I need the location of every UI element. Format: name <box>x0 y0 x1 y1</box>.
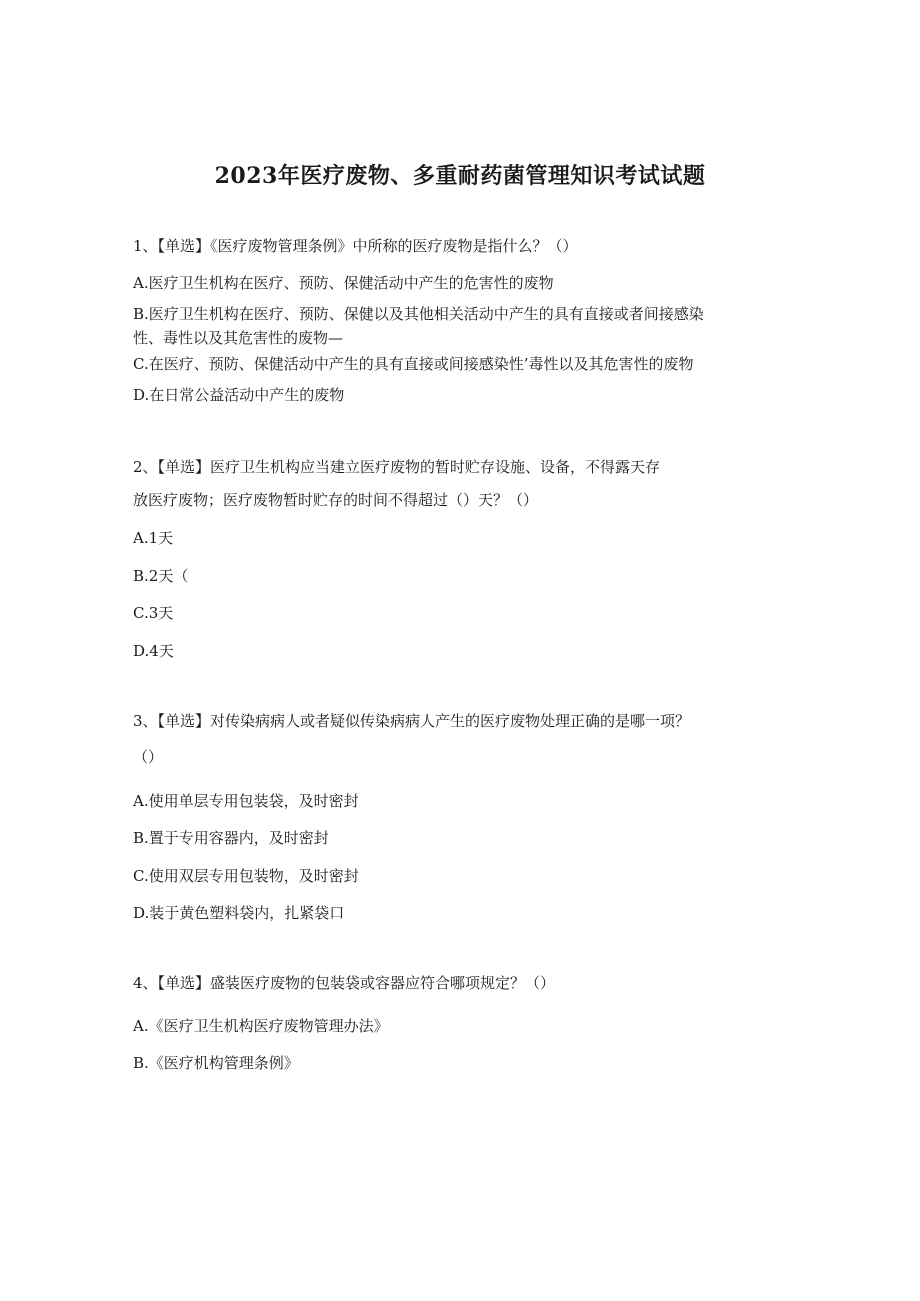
question-2-option-a: A.1天 <box>133 529 174 547</box>
question-3-stem-continued: （） <box>133 748 164 766</box>
question-1-option-d: D.在日常公益活动中产生的废物 <box>133 386 345 404</box>
question-1-option-a: A.医疗卫生机构在医疗、预防、保健活动中产生的危害性的废物 <box>133 274 554 292</box>
question-3-option-d: D.装于黄色塑料袋内，扎紧袋口 <box>133 904 345 922</box>
question-3-option-c: C.使用双层专用包装物，及时密封 <box>133 867 359 885</box>
question-2-option-b: B.2天（ <box>133 567 189 585</box>
question-1-option-c: C.在医疗、预防、保健活动中产生的具有直接或间接感染性’毒性以及其危害性的废物 <box>133 355 694 373</box>
question-1-option-b: B.医疗卫生机构在医疗、预防、保健以及其他相关活动中产生的具有直接或者间接感染 <box>133 305 704 323</box>
question-3-option-b: B.置于专用容器内，及时密封 <box>133 829 329 847</box>
question-2-stem-continued: 放医疗废物；医疗废物暂时贮存的时间不得超过（）天？（） <box>133 491 539 509</box>
document-title: 2023年医疗废物、多重耐药菌管理知识考试试题 <box>214 163 706 189</box>
question-4-option-a: A.《医疗卫生机构医疗废物管理办法》 <box>133 1017 389 1035</box>
question-1-stem: 1、【单选】《医疗废物管理条例》中所称的医疗废物是指什么？（） <box>133 237 578 255</box>
question-1-option-b-continued: 性、毒性以及其危害性的废物— <box>133 329 344 347</box>
question-4-stem: 4、【单选】盛装医疗废物的包装袋或容器应符合哪项规定？（） <box>133 974 556 992</box>
question-3-stem: 3、【单选】对传染病病人或者疑似传染病病人产生的医疗废物处理正确的是哪一项？ <box>133 712 691 730</box>
question-2-option-c: C.3天 <box>133 604 174 622</box>
question-3-option-a: A.使用单层专用包装袋，及时密封 <box>133 792 359 810</box>
question-2-stem: 2、【单选】医疗卫生机构应当建立医疗废物的暂时贮存设施、设备，不得露天存 <box>133 458 661 476</box>
question-2-option-d: D.4天 <box>133 642 174 660</box>
question-4-option-b: B.《医疗机构管理条例》 <box>133 1054 299 1072</box>
